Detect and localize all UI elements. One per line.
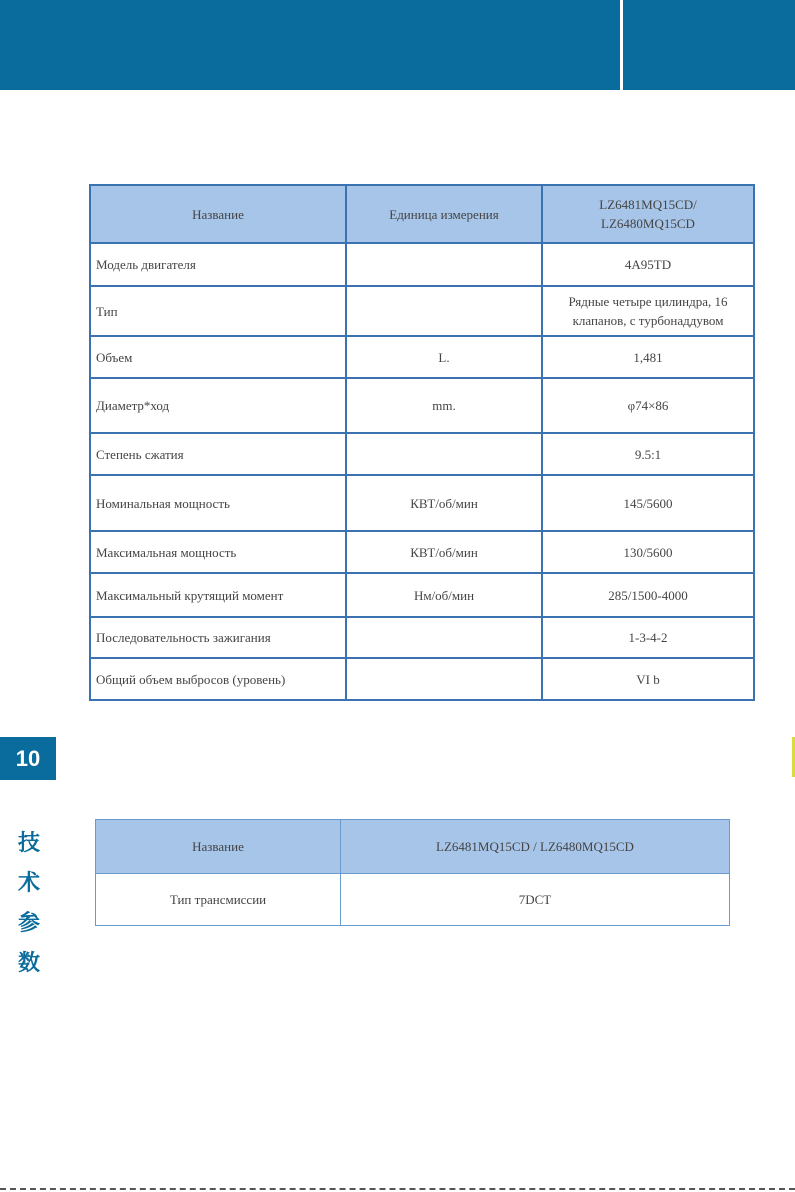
row-label: Объем: [90, 336, 346, 378]
section-title-char: 参: [17, 911, 40, 936]
row-unit: [346, 243, 542, 286]
engine-spec-table: [89, 184, 755, 701]
row-value: 285/1500-4000: [542, 573, 754, 617]
table-row: [90, 378, 754, 433]
row-unit: [346, 286, 542, 336]
row-label: Номинальная мощность: [90, 475, 346, 531]
row-label: Максимальный крутящий момент: [90, 573, 346, 617]
top-banner: [0, 0, 795, 90]
header-model: LZ6481MQ15CD / LZ6480MQ15CD: [341, 820, 730, 874]
row-label: Степень сжатия: [90, 433, 346, 475]
section-title-char: 技: [17, 831, 40, 856]
header-model: [542, 185, 754, 243]
row-value: 1-3-4-2: [542, 617, 754, 658]
section-title-vertical: [14, 824, 44, 984]
row-unit: mm.: [346, 378, 542, 433]
row-unit: [346, 658, 542, 700]
table-row: [96, 874, 730, 926]
row-value: 1,481: [542, 336, 754, 378]
row-unit: Нм/об/мин: [346, 573, 542, 617]
row-label: Последовательность зажигания: [90, 617, 346, 658]
row-value: 7DCT: [341, 874, 730, 926]
row-unit: L.: [346, 336, 542, 378]
row-label: Модель двигателя: [90, 243, 346, 286]
table-row: [90, 243, 754, 286]
table-row: [90, 475, 754, 531]
transmission-spec-table: [95, 819, 730, 926]
row-value: 9.5:1: [542, 433, 754, 475]
header-name: Название: [96, 820, 341, 874]
row-value: φ74×86: [542, 378, 754, 433]
header-model-line2: LZ6480MQ15CD: [601, 216, 695, 231]
row-unit: [346, 617, 542, 658]
banner-divider: [620, 0, 623, 90]
bottom-dashed-rule: [0, 1188, 795, 1190]
row-value: Рядные четыре цилиндра, 16 клапанов, с турбонаддувом: [542, 286, 754, 336]
table-header-row: [96, 820, 730, 874]
row-value: 145/5600: [542, 475, 754, 531]
section-title-char: 数: [17, 951, 40, 976]
table-row: [90, 336, 754, 378]
header-model-line1: LZ6481MQ15CD/: [599, 197, 697, 212]
table-row: [90, 286, 754, 336]
row-label: Общий объем выбросов (уровень): [90, 658, 346, 700]
section-title-char: 术: [17, 871, 40, 896]
row-value: 130/5600: [542, 531, 754, 573]
row-unit: КВТ/об/мин: [346, 475, 542, 531]
row-unit: [346, 433, 542, 475]
page-number-tab: 10: [0, 737, 56, 780]
header-name: Название: [90, 185, 346, 243]
row-label: Тип трансмиссии: [96, 874, 341, 926]
row-value: 4A95TD: [542, 243, 754, 286]
row-label: Максимальная мощность: [90, 531, 346, 573]
table-row: [90, 617, 754, 658]
row-unit: КВТ/об/мин: [346, 531, 542, 573]
table-header-row: [90, 185, 754, 243]
table-row: [90, 531, 754, 573]
table-row: [90, 433, 754, 475]
header-unit: Единица измерения: [346, 185, 542, 243]
row-value: VI b: [542, 658, 754, 700]
row-label: Диаметр*ход: [90, 378, 346, 433]
row-label: Тип: [90, 286, 346, 336]
table-row: [90, 573, 754, 617]
table-row: [90, 658, 754, 700]
